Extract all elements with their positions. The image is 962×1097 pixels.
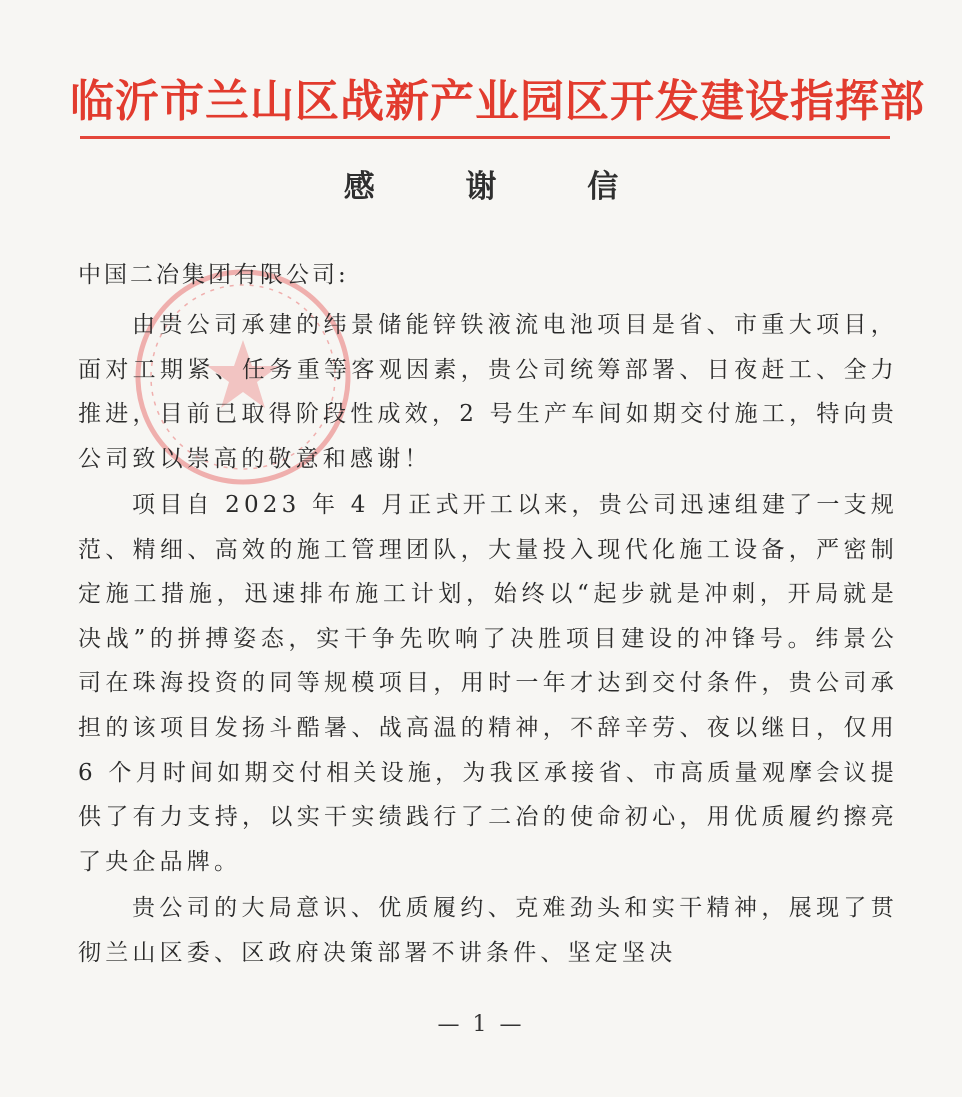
paragraph-1: 由贵公司承建的纬景储能锌铁液流电池项目是省、市重大项目，面对工期紧、任务重等客观因素，贵公司统筹部署、日夜赶工、全力推进，目前已取得阶段性成效，2 号生产车间如期交付施工，特向贵公司致以崇高的敬意和感谢！	[78, 312, 898, 472]
letterhead-divider	[80, 136, 890, 139]
paragraph-3: 贵公司的大局意识、优质履约、克难劲头和实干精神，展现了贯彻兰山区委、区政府决策部署不讲条件、坚定坚决	[78, 894, 898, 966]
salutation: 中国二冶集团有限公司:	[78, 262, 349, 288]
letter-body	[78, 303, 898, 977]
paragraph-2: 项目自 2023 年 4 月正式开工以来，贵公司迅速组建了一支规范、精细、高效的施工管理团队，大量投入现代化施工设备，严密制定施工措施，迅速排布施工计划，始终以“起步就是冲刺，开局就是决战”的拼搏姿态，实干争先吹响了决胜项目建设的冲锋号。纬景公司在珠海投资的同等规模项目，用时一年才达到交付条件，贵公司承担的该项目发扬斗酷暑、战高温的精神，不辞辛劳、夜以继日，仅用 6 个月时间如期交付相关设施，为我区承接省、市高质量观摩会议提供了有力支持，以实干实绩践行了二冶的使命初心，用优质履约擦亮了央企品牌。	[78, 491, 898, 875]
page-number: — 1 —	[437, 1012, 525, 1037]
letter-title: 感 谢 信	[343, 169, 659, 205]
letterhead-title: 临沂市兰山区战新产业园区开发建设指挥部	[70, 76, 925, 127]
